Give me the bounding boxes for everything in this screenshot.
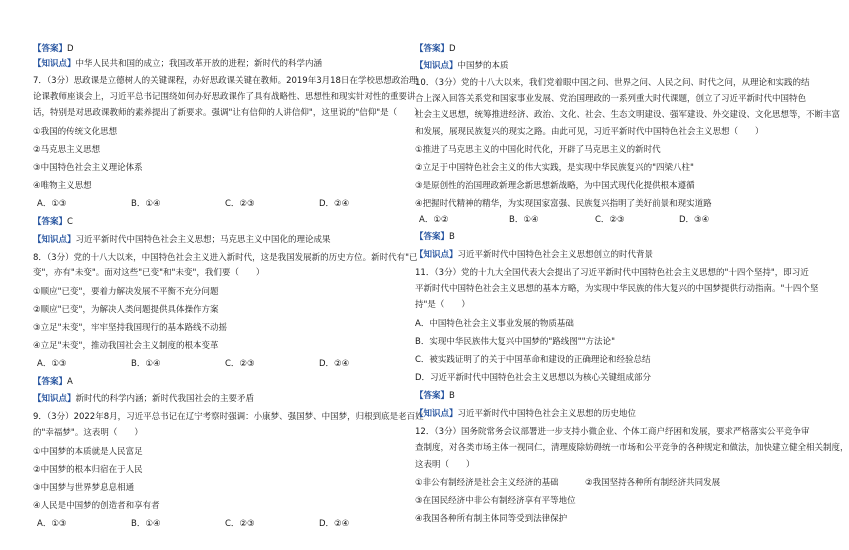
answer-9: 【答案】D [415, 44, 456, 54]
q12-item-3: ③在国民经济中非公有制经济享有平等地位 [415, 496, 576, 506]
q10-choice-a: A．①② [419, 215, 449, 225]
q10-item-2: ②立足于中国特色社会主义的伟大实践，是实现中华民族复兴的"四梁八柱" [415, 163, 694, 173]
q8-line-1: 8．（3分）党的十八大以来，中国特色社会主义进入新时代，这是我国发展新的历史方位。新时代有"已 [33, 253, 418, 263]
answer-8: 【答案】A [33, 377, 73, 387]
q8-choice-d: D．②④ [319, 359, 350, 369]
q7-line-3: 话，特别是对思政课教师的素养提出了新要求。强调"让有信仰的人讲信仰"，这里说的"信仰"是（ ） [33, 108, 423, 118]
knowledge-point-8: 【知识点】新时代的科学内涵；新时代我国社会的主要矛盾 [33, 394, 255, 404]
knowledge-point-10: 【知识点】习近平新时代中国特色社会主义思想创立的时代背景 [415, 250, 654, 260]
q12-line-3: 这表明（ ） [415, 460, 475, 470]
q8-item-3: ③立足"未变"，牢牢坚持我国现行的基本路线不动摇 [33, 323, 227, 333]
q8-line-2: 变"，亦有"未变"。面对这些"已变"和"未变"，我们要（ ） [33, 268, 265, 278]
q12-item-4: ④我国各种所有制主体同等受到法律保护 [415, 514, 568, 524]
q8-item-1: ①顺应"已变"，要着力解决发展不平衡不充分问题 [33, 287, 219, 297]
q12-item-2: ②我国坚持各种所有制经济共同发展 [585, 478, 721, 488]
q10-item-4: ④把握时代精神的精华，为实现国家富强、民族复兴指明了美好前景和现实道路 [415, 199, 712, 209]
answer-1: 【答案】D [33, 44, 74, 54]
q10-choice-c: C．②③ [595, 215, 625, 225]
q12-item-1: ①非公有制经济是社会主义经济的基础 [415, 478, 559, 488]
q9-item-1: ①中国梦的本质就是人民富足 [33, 447, 143, 457]
q9-line-1: 9．（3分）2022年8月，习近平总书记在辽宁考察时强调：小康梦、强国梦、中国梦，归根到底是老百姓 [33, 412, 424, 422]
q9-choice-a: A．①③ [37, 519, 67, 529]
knowledge-point-9: 【知识点】中国梦的本质 [415, 61, 509, 71]
q9-choice-d: D．②④ [319, 519, 350, 529]
q11-option-d: D．习近平新时代中国特色社会主义思想以为核心关键组成部分 [415, 373, 652, 383]
q7-item-2: ②马克思主义思想 [33, 145, 101, 155]
answer-7: 【答案】C [33, 217, 73, 227]
q8-choice-c: C．②③ [225, 359, 255, 369]
q11-line-2: 平新时代中国特色社会主义思想的基本方略，为实现中华民族的伟大复兴的中国梦提供行动指南。"十四个坚 [415, 284, 819, 294]
q12-line-1: 12．（3分）国务院常务会议部署进一步支持小微企业、个体工商户纾困和发展，要求严格落实公平竞争审 [415, 427, 810, 437]
q11-option-b: B．实现中华民族伟大复兴中国梦的"路线图""方法论" [415, 337, 615, 347]
q7-choice-b: B．①④ [131, 199, 161, 209]
q9-choice-c: C．②③ [225, 519, 255, 529]
q8-choice-b: B．①④ [131, 359, 161, 369]
q7-choice-d: D．②④ [319, 199, 350, 209]
q10-choice-b: B．①④ [509, 215, 539, 225]
q12-line-2: 查制度，对各类市场主体一视同仁，清理废除妨碍统一市场和公平竞争的各种规定和做法，加快建立健全相关制度， [415, 443, 849, 453]
knowledge-point-1: 【知识点】中华人民共和国的成立；我国改革开放的进程；新时代的科学内涵 [33, 59, 323, 69]
q10-line-1: 10．（3分）党的十八大以来，我们党着眼中国之问、世界之问、人民之问、时代之问，从理论和实践的结 [415, 78, 810, 88]
q9-item-3: ③中国梦与世界梦息息相通 [33, 483, 135, 493]
q10-line-2: 合上深入回答关系党和国家事业发展、党治国理政的一系列重大时代课题，创立了习近平新时代中国特色 [415, 94, 807, 104]
q7-item-4: ④唯物主义思想 [33, 181, 92, 191]
q9-line-2: 的"幸福梦"。这表明（ ） [33, 428, 143, 438]
knowledge-point-7: 【知识点】习近平新时代中国特色社会主义思想；马克思主义中国化的理论成果 [33, 235, 331, 245]
q7-choice-c: C．②③ [225, 199, 255, 209]
q8-item-4: ④立足"未变"，推动我国社会主义制度的根本变革 [33, 341, 219, 351]
q10-line-3: 社会主义思想，统筹推进经济、政治、文化、社会、生态文明建设、强军建设、外交建设、文化思想等，不断丰富 [415, 110, 841, 120]
answer-11: 【答案】B [415, 391, 455, 401]
q7-choice-a: A．①③ [37, 199, 67, 209]
answer-10: 【答案】B [415, 232, 455, 242]
q7-item-3: ③中国特色社会主义理论体系 [33, 163, 143, 173]
q11-option-c: C．被实践证明了的关于中国革命和建设的正确理论和经验总结 [415, 355, 651, 365]
q10-choice-d: D．③④ [679, 215, 710, 225]
q9-item-2: ②中国梦的根本归宿在于人民 [33, 465, 143, 475]
q7-item-1: ①我国的传统文化思想 [33, 127, 118, 137]
q10-line-4: 和发展，展现民族复兴的现实之路。由此可见，习近平新时代中国特色社会主义思想（ ） [415, 127, 764, 137]
knowledge-point-11: 【知识点】习近平新时代中国特色社会主义思想的历史地位 [415, 409, 637, 419]
q8-choice-a: A．①③ [37, 359, 67, 369]
q11-line-1: 11．（3分）党的十九大全国代表大会提出了习近平新时代中国特色社会主义思想的"十四个坚持"，即习近 [415, 268, 809, 278]
q10-item-3: ③是原创性的治国理政新理念新思想新战略，为中国式现代化提供根本遵循 [415, 181, 695, 191]
q9-choice-b: B．①④ [131, 519, 161, 529]
q10-item-1: ①推进了马克思主义的中国化时代化，开辟了马克思主义的新时代 [415, 145, 661, 155]
q7-line-1: 7．（3分）思政课是立德树人的关键课程，办好思政课关键在教师。2019年3月18日在学校思想政治理 [33, 76, 418, 86]
q7-line-2: 论课教师座谈会上，习近平总书记围绕如何办好思政课作了具有战略性、思想性和现实针对性的重要讲 [33, 92, 416, 102]
q8-item-2: ②顺应"已变"，为解决人类问题提供具体操作方案 [33, 305, 219, 315]
q11-line-3: 持"是（ ） [415, 300, 470, 310]
q9-item-4: ④人民是中国梦的创造者和享有者 [33, 501, 160, 511]
q11-option-a: A．中国特色社会主义事业发展的物质基础 [415, 319, 574, 329]
